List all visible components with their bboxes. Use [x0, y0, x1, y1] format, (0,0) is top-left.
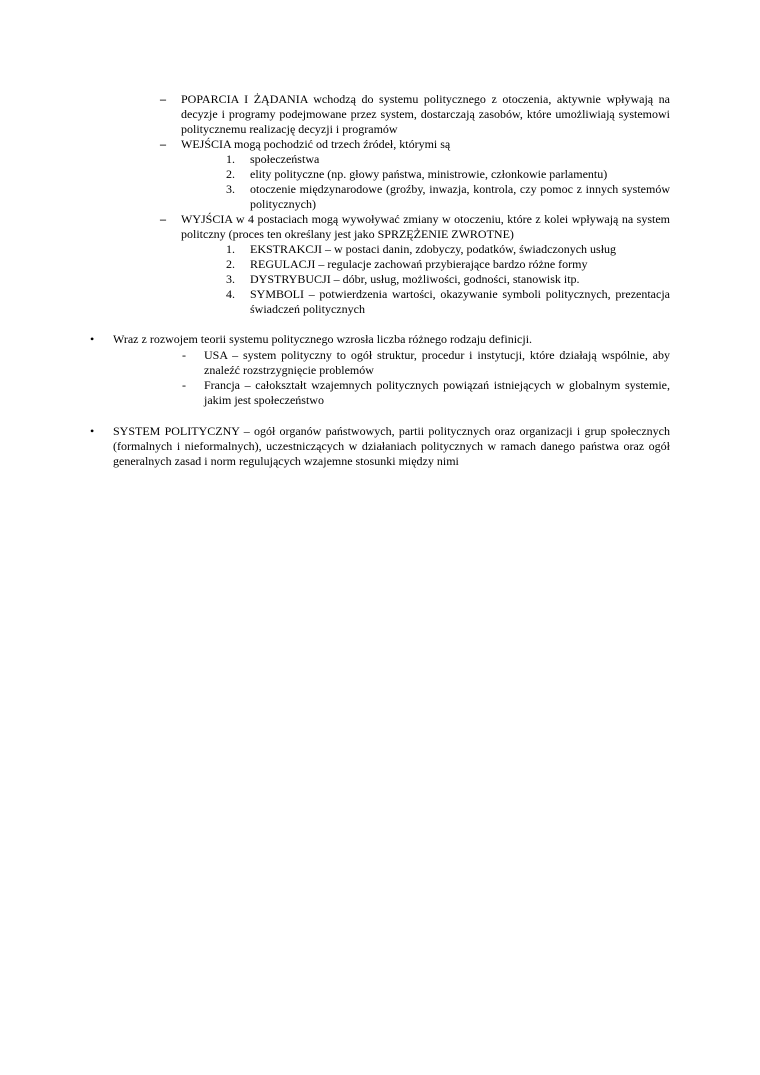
definition-text: USA – system polityczny to ogół struktur, procedur i instytucji, które działają wspólnie, aby znaleźć rozstrzygnięcie problemów: [204, 348, 670, 377]
paragraph-system-polityczny: SYSTEM POLITYCZNY – ogół organów państwowych, partii politycznych oraz organizacji i grup społecznych (formalnych i nieformalnych), uczestniczących w działaniach politycznych w ramach danego państwa oraz ogół generalnych zasad i norm regulujących wzajemne stosunki między nimi: [113, 424, 670, 468]
list-number: 3.: [226, 272, 235, 286]
paragraph-intro: Wraz z rozwojem teorii systemu politycznego wzrosła liczba różnego rodzaju definicji.: [113, 332, 533, 346]
bullet-item-system-polityczny: [90, 424, 670, 469]
definition-text: Francja – całokształt wzajemnych politycznych powiązań istniejących w globalnym systemie, jakim jest społeczeństwo: [204, 378, 670, 407]
paragraph-wyjscia: WYJŚCIA w 4 postaciach mogą wywoływać zmiany w otoczeniu, które z kolei wpływają na system politczny (proces ten określany jest jako SPRZĘŻENIE ZWROTNE): [181, 212, 670, 241]
bullet-marker: •: [90, 424, 95, 438]
list-item-text: SYMBOLI – potwierdzenia wartości, okazywanie symboli politycznych, prezentacja świadczeń politycznych: [250, 287, 670, 316]
list-item: [226, 287, 670, 317]
list-number: 3.: [226, 182, 235, 196]
hyphen-marker: -: [182, 378, 186, 392]
list-item: [226, 272, 670, 287]
paragraph-poparcia: POPARCIA I ŻĄDANIA wchodzą do systemu politycznego z otoczenia, aktywnie wpływają na decyzje i programy podejmowane przez system, dostarczają zasobów, które umożliwiają systemowi politycznemu realizację decyzji i programów: [181, 92, 670, 136]
paragraph-wejscia: WEJŚCIA mogą pochodzić od trzech źródeł, którymi są: [181, 137, 451, 151]
list-item: [226, 152, 670, 167]
list-number: 2.: [226, 167, 235, 181]
list-number: 1.: [226, 242, 235, 256]
list-item: [226, 167, 670, 182]
list-number: 1.: [226, 152, 235, 166]
list-number: 4.: [226, 287, 235, 301]
list-item-text: EKSTRAKCJI – w postaci danin, zdobyczy, podatków, świadczonych usług: [250, 242, 617, 256]
dash-marker: –: [160, 212, 166, 226]
dash-marker: –: [160, 92, 166, 106]
hyphen-marker: -: [182, 348, 186, 362]
list-item-text: elity polityczne (np. głowy państwa, ministrowie, członkowie parlamentu): [250, 167, 608, 181]
list-item-text: otoczenie międzynarodowe (groźby, inwazja, kontrola, czy pomoc z innych systemów politycznych): [250, 182, 670, 211]
list-number: 2.: [226, 257, 235, 271]
list-item-poparcia: [160, 92, 670, 137]
bullet-marker: •: [90, 332, 95, 346]
list-item: [226, 257, 670, 272]
list-item-text: DYSTRYBUCJI – dóbr, usług, możliwości, godności, stanowisk itp.: [250, 272, 580, 286]
definition-item-usa: [182, 348, 670, 378]
list-item-text: REGULACJI – regulacje zachowań przybierające bardzo różne formy: [250, 257, 588, 271]
definition-item-francja: [182, 378, 670, 408]
list-item-wejscia: [160, 137, 670, 152]
list-item-wyjscia: [160, 212, 670, 242]
list-item: [226, 242, 670, 257]
list-item: [226, 182, 670, 212]
dash-marker: –: [160, 137, 166, 151]
bullet-item-intro: [90, 332, 670, 347]
list-item-text: społeczeństwa: [250, 152, 320, 166]
